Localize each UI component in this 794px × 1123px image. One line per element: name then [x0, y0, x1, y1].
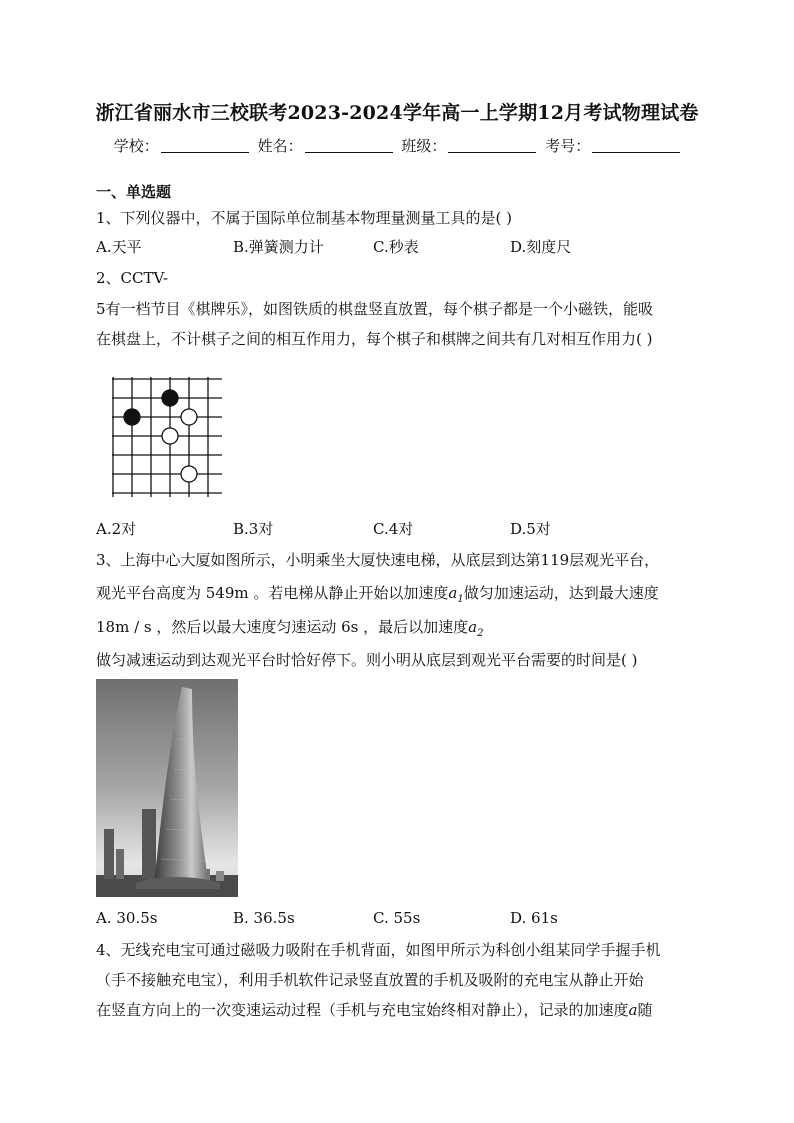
- q2-stem-line1: 2、CCTV-: [96, 269, 169, 287]
- q1-option-b[interactable]: B.弹簧测力计: [233, 238, 324, 256]
- acceleration-a2: $a_2$: [468, 618, 484, 639]
- q1-options: [96, 236, 716, 256]
- q3-option-c[interactable]: C. 55s: [373, 909, 421, 927]
- q4-stem-line1: 4、无线充电宝可通过磁吸力吸附在手机背面，如图甲所示为科创小组某同学手握手机: [96, 941, 661, 959]
- student-info-row: [0, 135, 794, 156]
- white-stone: [181, 466, 197, 482]
- q4-stem-line2: （手不接触充电宝），利用手机软件记录竖直放置的手机及吸附的充电宝从静止开始: [96, 971, 644, 989]
- q3-stem-line1: 3、上海中心大厦如图所示，小明乘坐大厦快速电梯，从底层到达第119层观光平台，: [96, 551, 660, 569]
- q4-stem-line3: 在竖直方向上的一次变速运动过程（手机与充电宝始终相对静止），记录的加速度a随: [96, 1001, 653, 1019]
- q2-option-d[interactable]: D.5对: [510, 520, 551, 538]
- q2-stem-line2: 5有一档节目《棋牌乐》，如图铁质的棋盘竖直放置，每个棋子都是一个小磁铁，能吸: [96, 300, 654, 318]
- q2-stem-line3: 在棋盘上，不计棋子之间的相互作用力，每个棋子和棋牌之间共有几对相互作用力( ): [96, 330, 653, 348]
- acceleration-var: a: [628, 1001, 638, 1019]
- black-stone: [124, 409, 140, 425]
- q3-stem-line2: 观光平台高度为 549m 。若电梯从静止开始以加速度$a_1$做匀加速运动，达到最大速度: [96, 584, 659, 605]
- q1-option-a[interactable]: A.天平: [96, 238, 142, 256]
- name-blank[interactable]: [305, 138, 393, 153]
- black-stone: [162, 390, 178, 406]
- q3-options: [96, 909, 716, 929]
- q3-stem-line3: 18m / s ，然后以最大速度匀速运动 6s ，最后以加速度$a_2$: [96, 618, 484, 639]
- q1-option-d[interactable]: D.刻度尺: [510, 238, 572, 256]
- q3-option-a[interactable]: A. 30.5s: [96, 909, 158, 927]
- white-stone: [181, 409, 197, 425]
- q2-option-c[interactable]: C.4对: [373, 520, 414, 538]
- q3-stem-line4: 做匀减速运动到达观光平台时恰好停下。则小明从底层到观光平台需要的时间是( ): [96, 651, 638, 669]
- q3-option-d[interactable]: D. 61s: [510, 909, 558, 927]
- name-field: 姓名：: [258, 135, 393, 156]
- exam-number-blank[interactable]: [592, 138, 680, 153]
- class-field: 班级：: [401, 135, 536, 156]
- acceleration-a1: $a_1$: [448, 584, 464, 605]
- q1-stem: 1、下列仪器中，不属于国际单位制基本物理量测量工具的是( ): [96, 209, 513, 227]
- q3-option-b[interactable]: B. 36.5s: [233, 909, 295, 927]
- exam-number-field: 考号：: [545, 135, 680, 156]
- chessboard-figure: [110, 377, 224, 499]
- white-stone: [162, 428, 178, 444]
- q2-option-b[interactable]: B.3对: [233, 520, 274, 538]
- class-blank[interactable]: [448, 138, 536, 153]
- section-heading: 一、单选题: [96, 183, 172, 201]
- school-blank[interactable]: [161, 138, 249, 153]
- shanghai-tower-photo: [96, 679, 238, 897]
- q2-option-a[interactable]: A.2对: [96, 520, 137, 538]
- q2-options: [96, 518, 716, 538]
- q1-option-c[interactable]: C.秒表: [373, 238, 419, 256]
- exam-title: 浙江省丽水市三校联考2023-2024学年高一上学期12月考试物理试卷: [95, 102, 699, 124]
- school-field: 学校：: [114, 135, 249, 156]
